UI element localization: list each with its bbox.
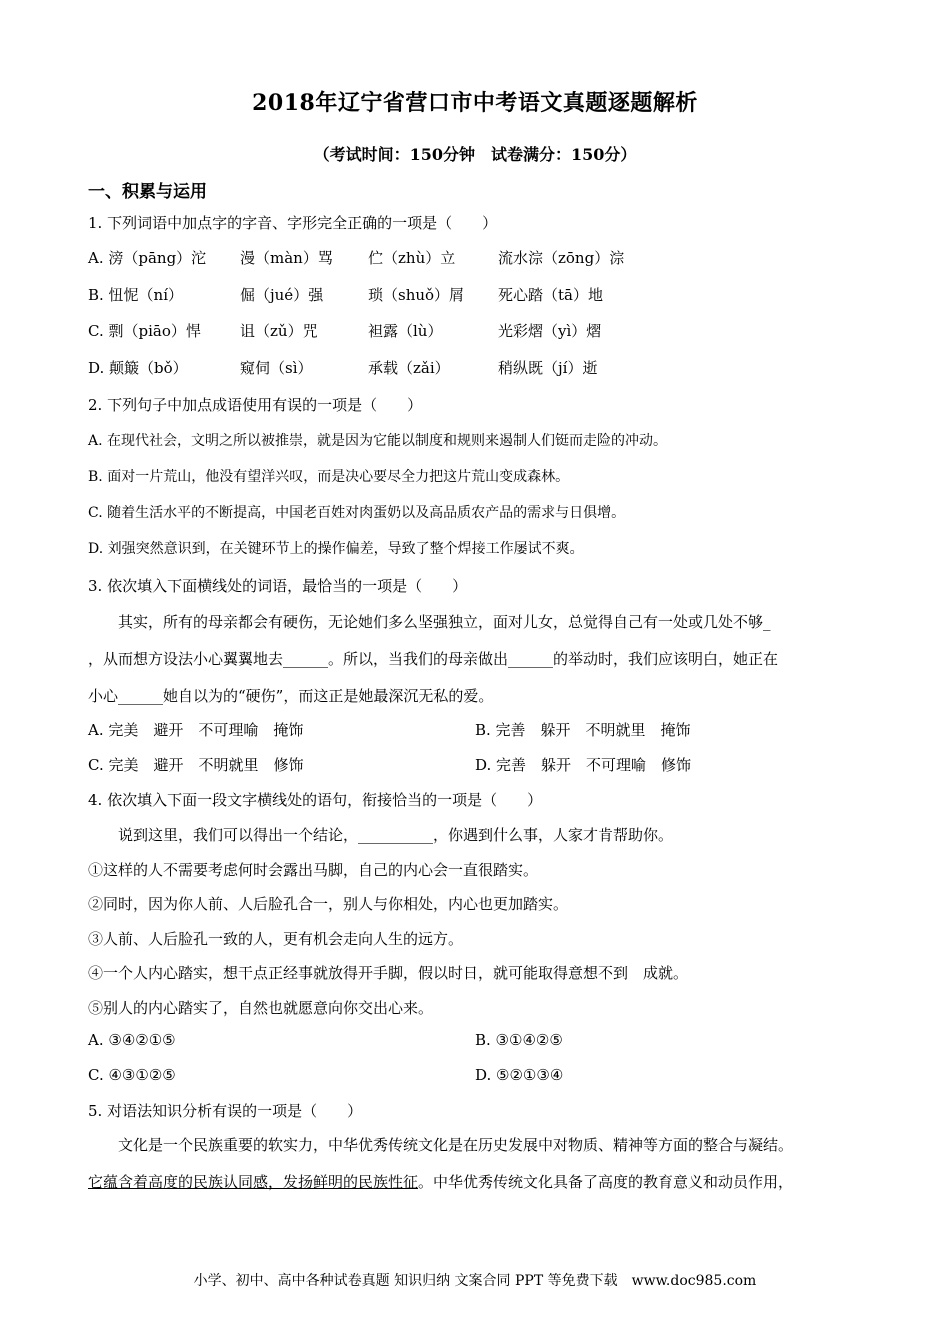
q4-sentence-3: ③人前、人后脸孔一致的人，更有机会走向人生的远方。 [88,930,464,948]
q4-sentence-5: ⑤别人的内心踏实了，自然也就愿意向你交出心来。 [88,999,434,1017]
q3-passage-line-3: 小心______她自以为的“硬伤”，而这正是她最深沉无私的爱。 [88,687,494,705]
q4-option-b: B. ③①④②⑤ [475,1031,563,1049]
q1-option-a-3: 伫（zhù）立 [368,249,456,267]
q2-option-d: D. 刘强突然意识到，在关键环节上的操作偏差，导致了整个焊接工作屡试不爽。 [88,541,584,557]
q1-option-d-3: 承载（zǎi） [368,359,450,377]
q1-option-c-3: 袒露（lù） [368,322,443,340]
q2-option-a: A. 在现代社会，文明之所以被推崇，就是因为它能以制度和规则来遏制人们铤而走险的冲动。 [88,433,668,449]
q1-option-c-2: 诅（zǔ）咒 [240,322,318,340]
q4-option-a: A. ③④②①⑤ [88,1031,176,1049]
q3-option-d: D. 完善 躲开 不可理喻 修饰 [475,756,692,774]
page-title: 2018年辽宁省营口市中考语文真题逐题解析 [252,90,698,116]
q5-passage-line-2 [88,1171,793,1192]
q3-passage-line-1: 其实，所有的母亲都会有硬伤，无论她们多么坚强独立，面对儿女，总觉得自己有一处或几处不够_ [88,613,771,631]
q1-option-d-2: 窥伺（sì） [240,359,313,377]
q4-option-d: D. ⑤②①③④ [475,1066,564,1084]
q2-option-c: C. 随着生活水平的不断提高，中国老百姓对肉蛋奶以及高品质农产品的需求与日俱增。 [88,505,626,521]
q1-option-b-3: 琐（shuǒ）屑 [368,286,465,304]
q5-underlined-sentence: 它蕴含着高度的民族认同感，发扬鲜明的民族性征 [88,1173,419,1191]
q4-sentence-1: ①这样的人不需要考虑何时会露出马脚，自己的内心会一直很踏实。 [88,861,539,879]
question-2-stem: 2. 下列句子中加点成语使用有误的一项是（ ） [88,396,423,414]
q1-option-a-2: 漫（màn）骂 [240,249,333,267]
q5-passage-line-1: 文化是一个民族重要的软实力，中华优秀传统文化是在历史发展中对物质、精神等方面的整合与凝结。 [88,1136,794,1154]
q1-option-d-1: D. 颠簸（bǒ） [88,359,188,377]
q3-option-b: B. 完善 躲开 不明就里 掩饰 [475,721,691,739]
q1-option-a-1: A. 滂（pāng）沱 [88,249,207,267]
question-5-stem: 5. 对语法知识分析有误的一项是（ ） [88,1102,363,1120]
q4-option-c: C. ④③①②⑤ [88,1066,176,1084]
q1-option-c-1: C. 剽（piāo）悍 [88,322,201,340]
question-4-stem: 4. 依次填入下面一段文字横线处的语句，衔接恰当的一项是（ ） [88,791,543,809]
q5-passage-line-2-rest: 。中华优秀传统文化具备了高度的教育意义和动员作用， [418,1173,794,1191]
exam-info: （考试时间：150分钟 试卷满分：150分） [313,145,637,164]
q1-option-b-4: 死心踏（tā）地 [498,286,603,304]
q1-option-a-4: 流水淙（zōng）淙 [498,249,625,267]
q1-option-c-4: 光彩熠（yì）熠 [498,322,602,340]
q1-option-b-1: B. 忸怩（ní） [88,286,184,304]
question-3-stem: 3. 依次填入下面横线处的词语，最恰当的一项是（ ） [88,577,468,595]
page-footer: 小学、初中、高中各种试卷真题 知识归纳 文案合同 PPT 等免费下载 www.doc985.com [193,1273,757,1289]
q1-option-d-4: 稍纵既（jí）逝 [498,359,598,377]
q3-option-a: A. 完美 避开 不可理喻 掩饰 [88,721,304,739]
section-heading: 一、积累与运用 [88,182,207,202]
q4-sentence-4: ④一个人内心踏实，想干点正经事就放得开手脚，假以时日，就可能取得意想不到 成就。 [88,964,689,982]
q2-option-b: B. 面对一片荒山，他没有望洋兴叹，而是决心要尽全力把这片荒山变成森林。 [88,469,570,485]
question-1-stem: 1. 下列词语中加点字的字音、字形完全正确的一项是（ ） [88,214,498,232]
q1-option-b-2: 倔（jué）强 [240,286,324,304]
q4-sentence-2: ②同时，因为你人前、人后脸孔合一，别人与你相处，内心也更加踏实。 [88,895,569,913]
q3-passage-line-2: ，从而想方设法小心翼翼地去______。所以，当我们的母亲做出______的举动时，我们应该明白，她正在 [88,650,779,668]
q4-intro: 说到这里，我们可以得出一个结论，__________，你遇到什么事，人家才肯帮助你。 [88,826,674,844]
q3-option-c: C. 完美 避开 不明就里 修饰 [88,756,304,774]
